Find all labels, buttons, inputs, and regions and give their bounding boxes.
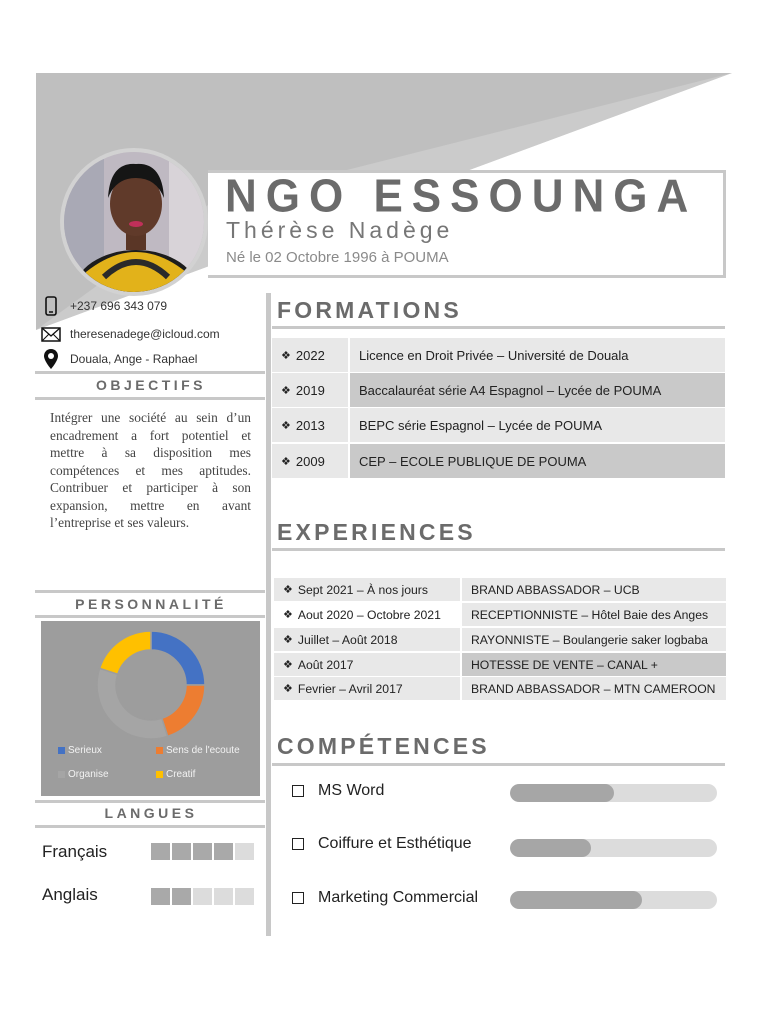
formation-year: ❖ 2022 [272, 338, 350, 372]
experience-period: ❖ Août 2017 [274, 653, 462, 676]
phone-icon [40, 296, 62, 316]
language-level-segment [235, 843, 254, 860]
experience-job: BRAND ABBASSADOR – UCB [471, 582, 640, 597]
language-level-segment [172, 843, 191, 860]
skill-item [292, 889, 478, 907]
formations-rule [272, 326, 725, 329]
legend-swatch [58, 747, 65, 754]
skill-bar-fill [510, 784, 614, 802]
legend-label: Serieux [68, 745, 102, 756]
checkbox-icon [292, 892, 304, 904]
objectifs-rule-bottom [35, 397, 265, 400]
skill-bar-fill [510, 839, 591, 857]
checkbox-icon [292, 785, 304, 797]
diamond-bullet-icon: ❖ [283, 634, 293, 646]
skill-bar [510, 891, 717, 909]
experience-period: ❖ Aout 2020 – Octobre 2021 [274, 603, 462, 626]
address-text: Douala, Ange - Raphael [70, 352, 198, 366]
diamond-bullet-icon: ❖ [281, 349, 291, 362]
competences-title: COMPÉTENCES [277, 733, 490, 759]
experience-row [274, 578, 726, 601]
legend-label: Creatif [166, 769, 196, 780]
legend-swatch [58, 771, 65, 778]
diamond-bullet-icon: ❖ [281, 384, 291, 397]
language-name: Français [42, 842, 108, 861]
donut-slice-serieux [151, 631, 205, 685]
email-text: theresenadege@icloud.com [70, 327, 220, 341]
language-level-segment [214, 888, 233, 905]
formation-row [272, 408, 725, 442]
formation-row [272, 338, 725, 372]
contact-phone[interactable] [40, 294, 167, 318]
language-level-segment [193, 843, 212, 860]
legend-item-serieux [58, 745, 102, 756]
experiences-rule [272, 548, 725, 551]
legend-swatch [156, 747, 163, 754]
contact-email[interactable] [40, 322, 220, 346]
skill-name: Marketing Commercial [318, 889, 479, 906]
envelope-icon [40, 324, 62, 344]
experience-job: RAYONNISTE – Boulangerie saker logbaba [471, 632, 708, 647]
last-name: NGO ESSOUNGA [225, 170, 698, 223]
formation-year: ❖ 2019 [272, 373, 350, 407]
checkbox-icon [292, 838, 304, 850]
language-level-segment [214, 843, 233, 860]
skill-bar [510, 839, 717, 857]
profile-photo [64, 152, 204, 292]
experience-period: ❖ Sept 2021 – À nos jours [274, 578, 462, 601]
skill-bar [510, 784, 717, 802]
legend-swatch [156, 771, 163, 778]
formation-row [272, 373, 725, 407]
language-level-segment [193, 888, 212, 905]
experience-job: HOTESSE DE VENTE – CANAL + [471, 657, 658, 672]
experience-job: BRAND ABBASSADOR – MTN CAMEROON [471, 681, 716, 696]
skill-name: Coiffure et Esthétique [318, 835, 472, 852]
location-pin-icon [40, 349, 62, 369]
legend-label: Sens de l'ecoute [166, 745, 240, 756]
langues-rule-bottom [35, 825, 265, 828]
experience-row [274, 628, 726, 651]
diamond-bullet-icon: ❖ [283, 609, 293, 621]
objectifs-text: Intégrer une société au sein d’un encadrement a fort potentiel et mettre à sa disposition mes compétences et mes aptitudes. Contribuer et participer à son expansion, mettre en avant l’entreprise et ses valeurs. [50, 410, 251, 530]
donut-chart [41, 621, 260, 741]
language-level-segment [235, 888, 254, 905]
experience-period: ❖ Juillet – Août 2018 [274, 628, 462, 651]
legend-item-sens-ecoute [156, 745, 240, 756]
skill-item [292, 782, 384, 800]
personnalite-rule-top [35, 590, 265, 593]
experiences-title: EXPERIENCES [277, 519, 476, 545]
personnalite-rule-bottom [35, 615, 265, 618]
formation-desc: CEP – ECOLE PUBLIQUE DE POUMA [359, 453, 587, 469]
language-level-francais [151, 843, 254, 860]
skill-item [292, 835, 472, 853]
experience-period: ❖ Fevrier – Avril 2017 [274, 677, 462, 700]
objectifs-title: OBJECTIFS [95, 377, 207, 393]
diamond-bullet-icon: ❖ [281, 455, 291, 468]
langues-rule-top [35, 800, 265, 803]
legend-item-organise [58, 769, 109, 780]
diamond-bullet-icon: ❖ [281, 419, 291, 432]
first-name: Thérèse Nadège [226, 217, 454, 243]
birth-info: Né le 02 Octobre 1996 à POUMA [226, 249, 449, 266]
language-name: Anglais [42, 885, 98, 904]
legend-label: Organise [68, 769, 109, 780]
objectifs-rule-top [35, 371, 265, 374]
formation-desc: BEPC série Espagnol – Lycée de POUMA [359, 417, 603, 433]
skill-name: MS Word [318, 782, 385, 799]
donut-slice-organise [97, 668, 168, 739]
competences-rule [272, 763, 725, 766]
formation-row [272, 444, 725, 478]
experience-row [274, 677, 726, 700]
language-level-segment [151, 888, 170, 905]
donut-slice-creatif [100, 631, 151, 674]
langues-title: LANGUES [104, 805, 198, 821]
contact-address [40, 347, 197, 371]
formation-year: ❖ 2013 [272, 408, 350, 442]
personality-chart [41, 621, 260, 796]
personnalite-title: PERSONNALITÉ [75, 596, 227, 612]
formation-year: ❖ 2009 [272, 444, 350, 478]
language-level-anglais [151, 888, 254, 905]
skill-bar-fill [510, 891, 642, 909]
diamond-bullet-icon: ❖ [283, 584, 293, 596]
formations-title: FORMATIONS [277, 297, 462, 323]
diamond-bullet-icon: ❖ [283, 683, 293, 695]
language-level-segment [151, 843, 170, 860]
formation-desc: Licence en Droit Privée – Université de Douala [359, 347, 629, 363]
diamond-bullet-icon: ❖ [283, 659, 293, 671]
language-level-segment [172, 888, 191, 905]
phone-text: +237 696 343 079 [70, 299, 168, 313]
experience-row [274, 653, 726, 676]
donut-slice-sens-de-l-ecoute [162, 685, 205, 736]
experience-job: RECEPTIONNISTE – Hôtel Baie des Anges [471, 607, 709, 622]
formation-desc: Baccalauréat série A4 Espagnol – Lycée de POUMA [359, 382, 662, 398]
legend-item-creatif [156, 769, 195, 780]
experience-row [274, 603, 726, 626]
